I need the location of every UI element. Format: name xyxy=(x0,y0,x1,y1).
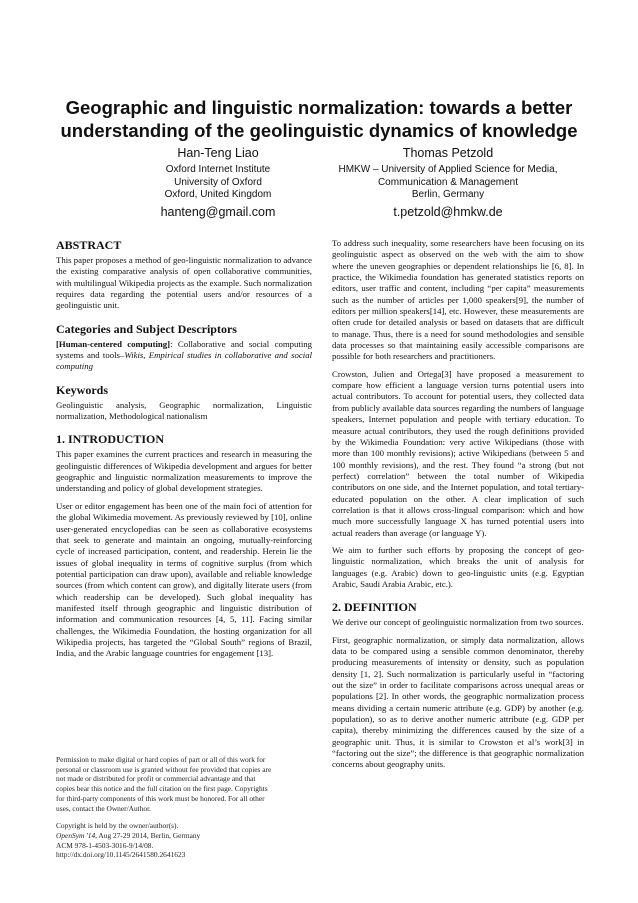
author-affiliation-line: Oxford, United Kingdom xyxy=(164,189,272,201)
categories-heading: Categories and Subject Descriptors xyxy=(56,321,237,336)
categories-italic: Wikis, Empirical studies in collaborative and social computing xyxy=(56,350,312,372)
keywords-text: Geolinguistic analysis, Geographic normalization, Linguistic normalization, Methodological nationalism xyxy=(56,399,312,422)
author-affiliation-line: University of Oxford xyxy=(174,176,262,188)
abstract-heading: ABSTRACT xyxy=(56,238,122,252)
permission-line: not made or distributed for profit or commercial advantage and that xyxy=(56,774,256,784)
categories-text xyxy=(56,339,312,373)
keywords-heading: Keywords xyxy=(56,382,108,397)
body-paragraph: To address such inequality, some researchers have been focusing on its geolinguistic aspect as observed on the web with the aim to show where the uneven geographies or dependent relationships lie [6, 8]. In practice, the Wikimedia foundation has generated statistics reports on editors, user traffic and content, including “per capita” measurements such as the number of articles per 1,000 speakers[9], the number of editors per million speakers[14], etc. However, these measurements are often crude for detailed analysis or based on datasets that are difficult to manage. Thus, there is a need for sound methodologies and sensible data processes so that maintaining easily accessible comparisons are possible for both researchers and practitioners. xyxy=(332,238,584,362)
author-name: Han-Teng Liao xyxy=(177,146,259,160)
permission-notice xyxy=(56,755,312,813)
categories-rest: : Collaborative and social computing systems and tools– xyxy=(56,338,313,361)
permission-line: personal or classroom use is granted without fee provided that copies are xyxy=(56,764,272,774)
author-affiliation-line: Communication & Management xyxy=(377,176,519,188)
copyright-line: Copyright is held by the owner/author(s). xyxy=(56,821,179,831)
author-block-2 xyxy=(318,145,578,220)
author-email[interactable]: t.petzold@hmkw.de xyxy=(393,204,503,219)
acm-line: ACM 978-1-4503-3016-9/14/08. xyxy=(56,840,154,850)
introduction-paragraph: User or editor engagement has been one of the main foci of attention for the global Wikimedia movement. As previously reviewed by [10], online user-generated encyclopedias can be seen as collaborative ecosystems that seek to generate and maintain an ongoing, mutually-reinforcing cycle of increased participation, content, and readership. Herein lie the issues of global inequality in terms of cognitive surplus (from which potential participation can draw upon), available and reliable knowledge sources (from which content can grow), and digitally literate users (from which readership can be developed). Such global inequality has manifested itself through geographic and linguistic distribution of information and communication resources [4, 5, 11]. Facing similar challenges, the Wikimedia Foundation, the hosting organization for all Wikipedia projects, has targeted the “Global South” regions of Brazil, India, and the Arabic language countries for engagement [13]. xyxy=(56,500,312,659)
venue-line xyxy=(56,831,312,841)
author-email[interactable]: hanteng@gmail.com xyxy=(160,204,276,219)
venue-details: , Aug 27-29 2014, Berlin, Germany xyxy=(95,830,201,840)
abstract-text: This paper proposes a method of geo-linguistic normalization to advance the existing comparative analysis of open collaborative communities, with multilingual Wikipedia projects as the example. Such normalization requires data regarding the potential users and/or resources of a geolinguistic unit. xyxy=(56,255,312,311)
introduction-paragraph: This paper examines the current practices and research in measuring the geolinguistic differences of Wikipedia development and argues for better geographic and linguistic normalization measurements to improve the understanding and policy of global development strategies. xyxy=(56,449,312,494)
copyright-info xyxy=(56,821,312,860)
venue-name: OpenSym '14 xyxy=(56,830,96,840)
permission-line: Permission to make digital or hard copies of part or all of this work for xyxy=(56,755,266,764)
permission-block xyxy=(56,755,312,868)
body-paragraph: We aim to further such efforts by proposing the concept of geo-linguistic normalization, which breaks the unit of analysis for languages (e.g. Arabic) down to geo-linguistic units (e.g. Egyptian Arabic, Saudi Arabia Arabic, etc.). xyxy=(332,544,584,589)
definition-paragraph: First, geographic normalization, or simply data normalization, allows data to be compared using a sensible common denominator, thereby producing measurements of intensity or density, such as population density [1, 2]. Such normalization is particularly useful in “factoring out the size” in order to facilitate comparisons across unequal areas or populations [2]. In other words, the geographic normalization process means dividing a certain numeric attribute (e.g. GDP) by another (e.g. population), so as to derive another numeric attribute (e.g. GDP per capita), thereby minimizing the differences caused by the size of a geographic unit. Thus, it is similar to Crowston et al’s work[3] in “factoring out the size”; the difference is that geographic normalization concerns about geography units. xyxy=(332,634,584,770)
definition-paragraph: We derive our concept of geolinguistic normalization from two sources. xyxy=(332,617,584,628)
author-affiliation-line: Berlin, Germany xyxy=(411,189,485,201)
left-column xyxy=(56,238,312,666)
permission-line: for third-party components of this work must be honored. For all other xyxy=(56,793,265,803)
definition-heading: 2. DEFINITION xyxy=(332,600,417,615)
author-block-1 xyxy=(118,145,318,220)
body-paragraph: Crowston, Julien and Ortega[3] have proposed a measurement to compare how efficient a language version turns potential users into actual contributors. To account for potential users, they collected data from publicly available data sources regarding the numbers of language speakers, Internet population and people with tertiary education. To measure actual contributors, they used the rough definitions provided by the Wikimedia Foundation: very active Wikipedians (those with more than 100 monthly revisions); active Wikipedians (between 5 and 100 monthly revisions), and the rest. They found “a strong (but not perfect) correlation” between the total number of Wikipedia contributors on one side, and the Internet population, and total tertiary-educated population on the other. A clear implication of such correlation is that it allows cross-lingual comparison: which and how much more successfully language X has turned potential users into actual readers than average (or language Y). xyxy=(332,368,584,538)
author-affiliation-line: Oxford Internet Institute xyxy=(165,164,271,175)
permission-line: copies bear this notice and the full citation on the first page. Copyrights xyxy=(56,784,268,794)
introduction-heading: 1. INTRODUCTION xyxy=(56,432,165,447)
categories-bold: [Human-centered computing] xyxy=(56,338,171,349)
paper-title: Geographic and linguistic normalization: towards a better understanding of the geolinguistic dynamics of knowledge xyxy=(60,97,578,141)
right-column xyxy=(332,238,584,777)
author-name: Thomas Petzold xyxy=(402,146,494,160)
author-affiliation-line: HMKW – University of Applied Science for Media, xyxy=(338,164,558,175)
permission-line: uses, contact the Owner/Author. xyxy=(56,803,152,813)
doi-link[interactable]: http://dx.doi.org/10.1145/2641580.2641623 xyxy=(56,850,186,860)
